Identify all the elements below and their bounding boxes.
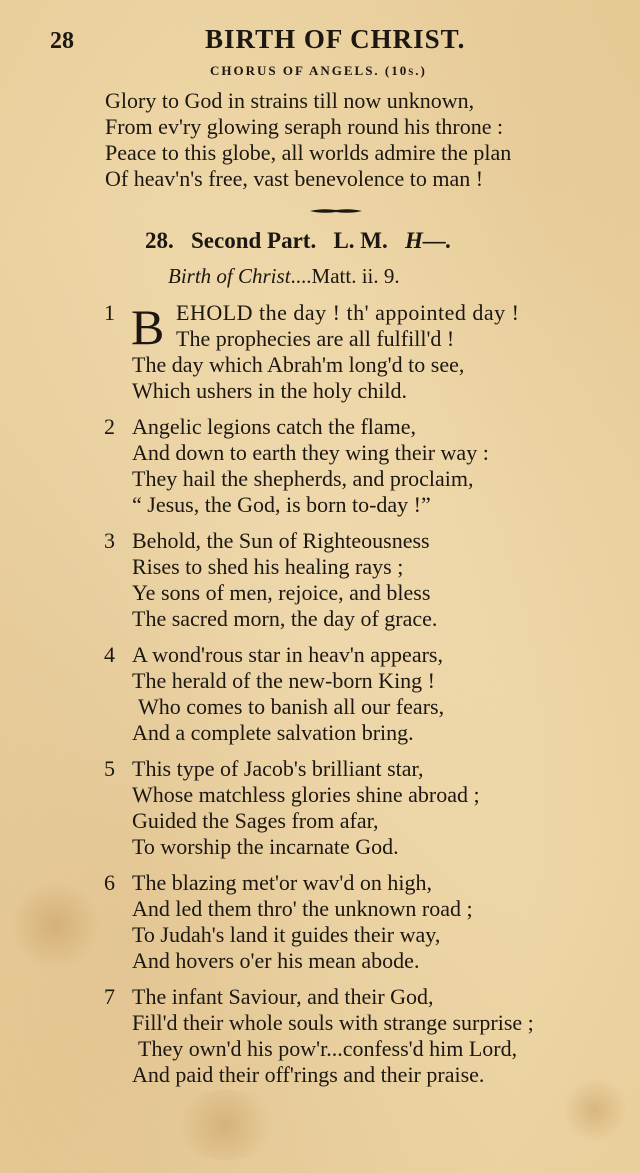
stanza — [0, 756, 640, 860]
drop-cap: B — [131, 299, 165, 355]
verse-line: The day which Abrah'm long'd to see, — [132, 352, 465, 377]
chorus-verse — [105, 88, 625, 192]
verse-line: The blazing met'or wav'd on high, — [132, 870, 432, 895]
hymn-subtitle — [168, 264, 400, 289]
stanza-number: 5 — [104, 756, 115, 781]
verse-line: Peace to this globe, all worlds admire the plan — [105, 140, 512, 165]
verse-line: Who comes to banish all our fears, — [138, 694, 445, 719]
ornamental-divider — [308, 206, 364, 216]
verse-line: And a complete salvation bring. — [132, 720, 414, 745]
verse-line: They own'd his pow'r...confess'd him Lord, — [138, 1036, 518, 1061]
hymn-heading — [145, 228, 452, 254]
verse-line: This type of Jacob's brilliant star, — [132, 756, 424, 781]
verse-line: Which ushers in the holy child. — [132, 378, 407, 403]
verse-line: To Judah's land it guides their way, — [132, 922, 441, 947]
stanza-number: 6 — [104, 870, 115, 895]
verse-line: From ev'ry glowing seraph round his throne : — [105, 114, 504, 139]
verse-line: “ Jesus, the God, is born to-day !” — [132, 492, 431, 517]
stanza-number: 1 — [104, 300, 115, 325]
page-header — [0, 22, 640, 62]
stanza — [0, 414, 640, 518]
verse-line: Guided the Sages from afar, — [132, 808, 379, 833]
verse-line: And paid their off'rings and their praise. — [132, 1062, 485, 1087]
paper-stain — [170, 1090, 280, 1160]
stanza-number: 3 — [104, 528, 115, 553]
verse-line: Whose matchless glories shine abroad ; — [132, 782, 480, 807]
hymn-part: Second Part. — [191, 228, 317, 253]
running-head: BIRTH OF CHRIST. — [205, 24, 466, 54]
verse-line: The prophecies are all fulfill'd ! — [176, 326, 455, 351]
hymn-meter: L. M. — [333, 228, 388, 253]
verse-line: Rises to shed his healing rays ; — [132, 554, 404, 579]
stanza-number: 4 — [104, 642, 115, 667]
hymn-author: H—. — [405, 228, 452, 253]
verse-line: They hail the shepherds, and proclaim, — [132, 466, 474, 491]
verse-line: And hovers o'er his mean abode. — [132, 948, 420, 973]
stanza — [0, 870, 640, 974]
stanza — [0, 984, 640, 1088]
stanza-number: 2 — [104, 414, 115, 439]
stanza — [0, 300, 640, 404]
verse-line: And led them thro' the unknown road ; — [132, 896, 473, 921]
verse-line: Behold, the Sun of Righteousness — [132, 528, 430, 553]
verse-line: The herald of the new-born King ! — [132, 668, 436, 693]
scripture-reference: ....Matt. ii. 9. — [290, 264, 400, 288]
page-number: 28 — [50, 28, 74, 54]
stanza-number: 7 — [104, 984, 115, 1009]
verse-line: The infant Saviour, and their God, — [132, 984, 434, 1009]
verse-line: A wond'rous star in heav'n appears, — [132, 642, 443, 667]
verse-line: EHOLD the day ! th' appointed day ! — [176, 300, 520, 325]
verse-line: Of heav'n's free, vast benevolence to man ! — [105, 166, 484, 191]
hymn-stanzas — [0, 300, 640, 1098]
verse-line: The sacred morn, the day of grace. — [132, 606, 438, 631]
stanza — [0, 528, 640, 632]
stanza — [0, 642, 640, 746]
subtitle-title: Birth of Christ — [168, 264, 291, 288]
verse-line: To worship the incarnate God. — [132, 834, 399, 859]
verse-line: Ye sons of men, rejoice, and bless — [132, 580, 431, 605]
verse-line: And down to earth they wing their way : — [132, 440, 489, 465]
chorus-title: CHORUS OF ANGELS. (10s.) — [210, 63, 427, 78]
verse-line: Angelic legions catch the flame, — [132, 414, 417, 439]
verse-line: Glory to God in strains till now unknown, — [105, 88, 475, 113]
verse-line: Fill'd their whole souls with strange surprise ; — [132, 1010, 534, 1035]
hymn-number: 28. — [145, 228, 174, 253]
